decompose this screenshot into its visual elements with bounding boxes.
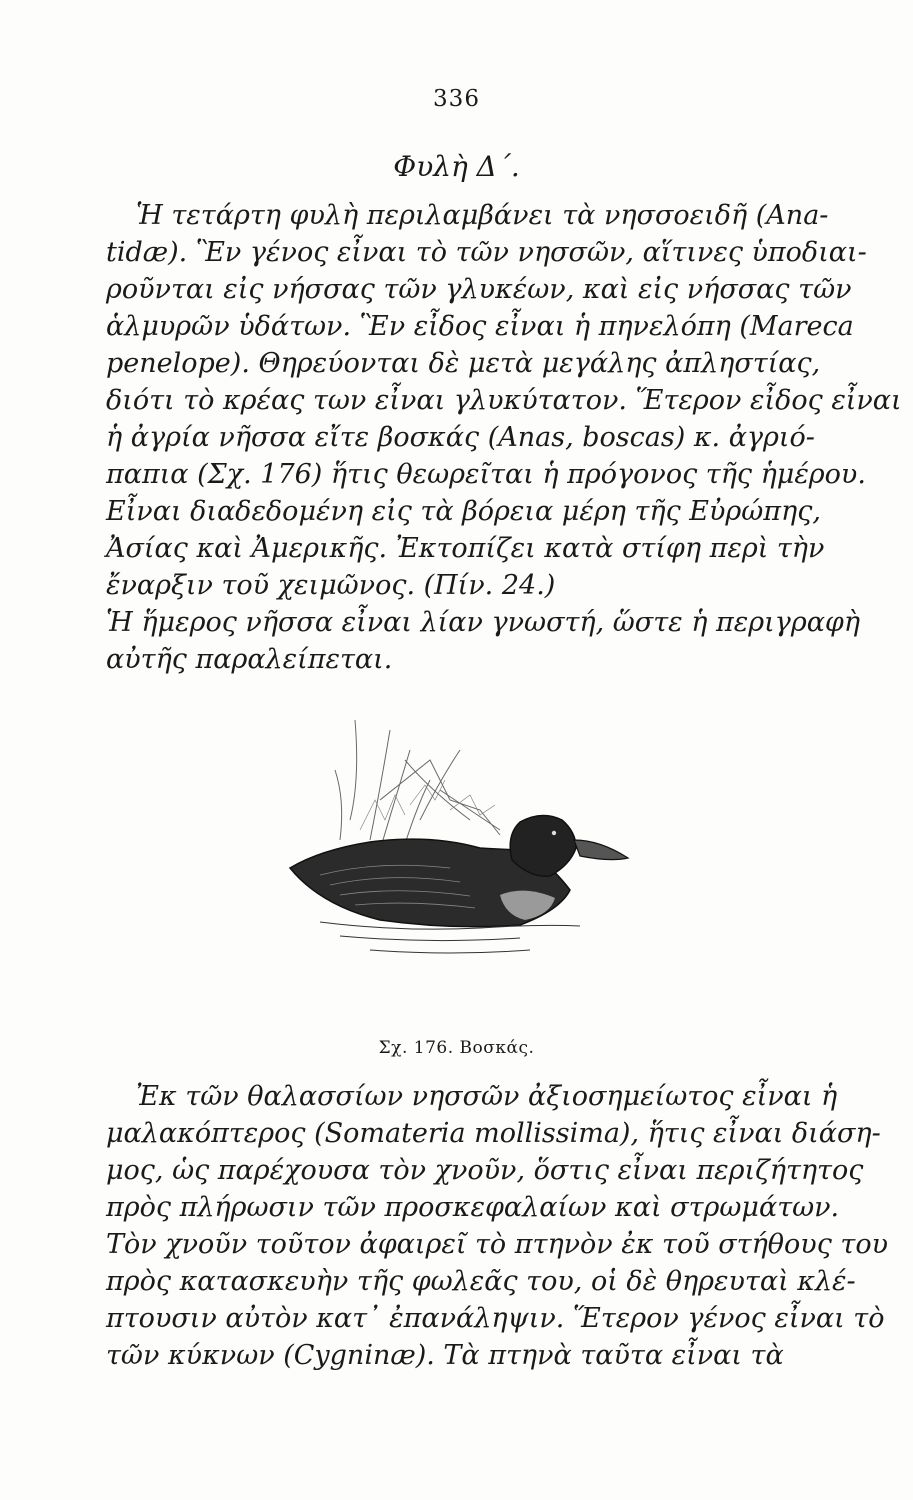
text-line: μαλακόπτερος (Somateria mollissima), ἥτις εἶναι διάση- <box>106 1118 881 1149</box>
text-line: Τὸν χνοῦν τοῦτον ἀφαιρεῖ τὸ πτηνὸν ἐκ τοῦ στήθους του <box>106 1229 889 1260</box>
text-line: Ἀσίας καὶ Ἀμερικῆς. Ἐκτοπίζει κατὰ στίφη περὶ τὴν <box>106 533 825 564</box>
text-line: Εἶναι διαδεδομένη εἰς τὰ βόρεια μέρη τῆς Εὐρώπης, <box>106 496 821 527</box>
text-line: διότι τὸ κρέας των εἶναι γλυκύτατον. Ἕτερον εἶδος εἶναι <box>106 385 902 416</box>
page-number: 336 <box>433 86 480 112</box>
text-line: penelope). Θηρεύονται δὲ μετὰ μεγάλης ἀπληστίας, <box>106 348 821 379</box>
text-line: Ἡ ἥμερος νῆσσα εἶναι λίαν γνωστή, ὥστε ἡ περιγραφὴ <box>106 607 861 638</box>
text-line: ἔναρξιν τοῦ χειμῶνος. (Πίν. 24.) <box>106 570 556 601</box>
text-line: πρὸς πλήρωσιν τῶν προσκεφαλαίων καὶ στρωμάτων. <box>106 1192 840 1223</box>
section-heading: Φυλὴ Δ΄. <box>393 150 520 183</box>
text-line: Ἐκ τῶν θαλασσίων νησσῶν ἀξιοσημείωτος εἶναι ἡ <box>136 1081 838 1112</box>
text-line: ἡ ἀγρία νῆσσα εἴτε βοσκάς (Anas, boscas) κ. ἀγριό- <box>106 422 815 453</box>
duck-illustration <box>280 700 640 1000</box>
text-line: ροῦνται εἰς νήσσας τῶν γλυκέων, καὶ εἰς νήσσας τῶν <box>106 274 852 305</box>
text-line: παπια (Σχ. 176) ἥτις θεωρεῖται ἡ πρόγονος τῆς ἡμέρου. <box>106 459 866 490</box>
text-line: tidæ). Ἓν γένος εἶναι τὸ τῶν νησσῶν, αἵτινες ὑποδιαι- <box>106 237 867 268</box>
figure-caption: Σχ. 176. Βοσκάς. <box>378 1038 535 1058</box>
paragraph-2 <box>106 1078 889 1374</box>
text-line: Ἡ τετάρτη φυλὴ περιλαμβάνει τὰ νησσοειδῆ (Ana- <box>136 200 829 231</box>
text-line: πρὸς κατασκευὴν τῆς φωλεᾶς του, οἱ δὲ θηρευταὶ κλέ- <box>106 1266 856 1297</box>
text-line: ἁλμυρῶν ὑδάτων. Ἓν εἶδος εἶναι ἡ πηνελόπη (Mareca <box>106 311 854 342</box>
text-line: αὐτῆς παραλείπεται. <box>106 644 393 675</box>
text-line: τῶν κύκνων (Cygninæ). Τὰ πτηνὰ ταῦτα εἶναι τὰ <box>106 1340 784 1371</box>
text-line: πτουσιν αὐτὸν κατ᾽ ἐπανάληψιν. Ἕτερον γένος εἶναι τὸ <box>106 1303 885 1334</box>
text-line: μος, ὡς παρέχουσα τὸν χνοῦν, ὅστις εἶναι περιζήτητος <box>106 1155 864 1186</box>
paragraph-1 <box>106 197 902 678</box>
